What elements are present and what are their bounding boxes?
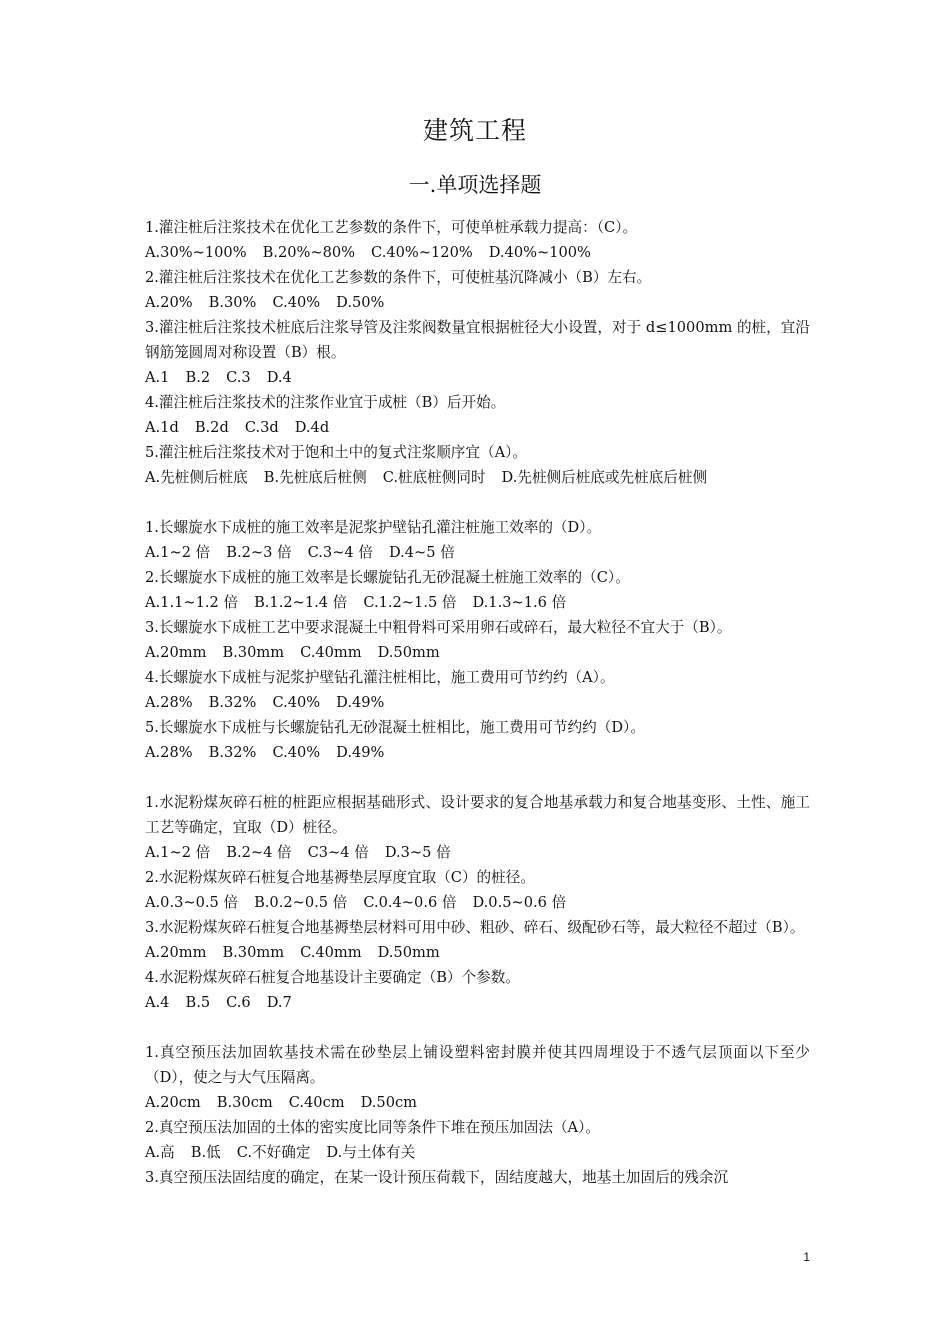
answer-option: A.20mm bbox=[145, 944, 207, 961]
answer-options bbox=[145, 640, 810, 665]
answer-option: A.先桩侧后桩底 bbox=[145, 469, 248, 486]
question-text: 4.水泥粉煤灰碎石桩复合地基设计主要确定（B）个参数。 bbox=[145, 969, 520, 986]
answer-option: D.4 bbox=[266, 369, 292, 386]
answer-option: C.1.2~1.5 倍 bbox=[363, 594, 457, 611]
group-separator bbox=[145, 490, 810, 515]
question-text: 2.长螺旋水下成桩的施工效率是长螺旋钻孔无砂混凝土桩施工效率的（C）。 bbox=[145, 569, 630, 586]
answer-option: A.0.3~0.5 倍 bbox=[145, 894, 239, 911]
answer-option: B.2~4 倍 bbox=[226, 844, 292, 861]
answer-options bbox=[145, 365, 810, 390]
question-group bbox=[145, 215, 810, 490]
answer-option: A.1~2 倍 bbox=[145, 544, 211, 561]
answer-option: A.高 bbox=[145, 1144, 175, 1161]
question-text: 4.灌注桩后注浆技术的注浆作业宜于成桩（B）后开始。 bbox=[145, 394, 506, 411]
answer-option: A.20cm bbox=[145, 1094, 201, 1111]
answer-option: D.50% bbox=[336, 294, 385, 311]
answer-option: D.1.3~1.6 倍 bbox=[472, 594, 567, 611]
answer-option: A.30%~100% bbox=[145, 244, 247, 261]
answer-option: B.先桩底后桩侧 bbox=[263, 469, 367, 486]
page-number: 1 bbox=[803, 1250, 810, 1264]
answer-option: D.40%~100% bbox=[488, 244, 591, 261]
answer-options bbox=[145, 890, 810, 915]
document-title: 建筑工程 bbox=[422, 116, 527, 145]
question-text: 4.长螺旋水下成桩与泥浆护壁钻孔灌注桩相比，施工费用可节约约（A）。 bbox=[145, 669, 615, 686]
answer-option: C.40% bbox=[272, 294, 321, 311]
answer-option: D.50mm bbox=[377, 944, 440, 961]
answer-options bbox=[145, 690, 810, 715]
answer-options bbox=[145, 940, 810, 965]
answer-option: C.40mm bbox=[300, 644, 362, 661]
answer-option: C.40% bbox=[272, 694, 321, 711]
answer-option: A.28% bbox=[145, 694, 193, 711]
answer-options bbox=[145, 540, 810, 565]
answer-option: C.40mm bbox=[300, 944, 362, 961]
answer-option: B.30mm bbox=[222, 644, 285, 661]
question-text: 2.真空预压法加固的土体的密实度比同等条件下堆在预压加固法（A）。 bbox=[145, 1119, 600, 1136]
answer-options bbox=[145, 290, 810, 315]
answer-option: D.50cm bbox=[360, 1094, 417, 1111]
answer-option: D.0.5~0.6 倍 bbox=[472, 894, 567, 911]
answer-option: C.不好确定 bbox=[236, 1144, 311, 1161]
answer-option: B.0.2~0.5 倍 bbox=[254, 894, 348, 911]
question-text: 3.灌注桩后注浆技术桩底后注浆导管及注浆阀数量宜根据桩径大小设置，对于 d≤1000mm 的桩，宜沿钢筋笼圆周对称设置（B）根。 bbox=[145, 319, 810, 361]
answer-options bbox=[145, 740, 810, 765]
question-list bbox=[145, 215, 810, 1190]
answer-options bbox=[145, 990, 810, 1015]
answer-option: C.0.4~0.6 倍 bbox=[363, 894, 457, 911]
answer-option: D.49% bbox=[336, 744, 385, 761]
question-text: 1.真空预压法加固软基技术需在砂垫层上铺设塑料密封膜并使其四周埋设于不透气层顶面以下至少（D），使之与大气压隔离。 bbox=[145, 1044, 810, 1086]
answer-option: D.与土体有关 bbox=[326, 1144, 416, 1161]
answer-option: B.1.2~1.4 倍 bbox=[254, 594, 348, 611]
answer-option: B.30cm bbox=[216, 1094, 273, 1111]
answer-option: C.40cm bbox=[288, 1094, 345, 1111]
answer-option: A.1.1~1.2 倍 bbox=[145, 594, 239, 611]
answer-options bbox=[145, 590, 810, 615]
answer-option: C.桩底桩侧同时 bbox=[382, 469, 486, 486]
answer-option: C.3d bbox=[244, 419, 279, 436]
answer-option: C.6 bbox=[226, 994, 251, 1011]
question-text: 5.长螺旋水下成桩与长螺旋钻孔无砂混凝土桩相比，施工费用可节约约（D）。 bbox=[145, 719, 645, 736]
answer-option: D.4d bbox=[294, 419, 330, 436]
group-separator bbox=[145, 765, 810, 790]
answer-option: C3~4 倍 bbox=[307, 844, 369, 861]
answer-options bbox=[145, 1090, 810, 1115]
answer-options bbox=[145, 1140, 810, 1165]
question-group bbox=[145, 1040, 810, 1190]
answer-option: A.4 bbox=[145, 994, 170, 1011]
answer-options bbox=[145, 240, 810, 265]
answer-options bbox=[145, 415, 810, 440]
answer-option: D.4~5 倍 bbox=[388, 544, 455, 561]
answer-option: C.40% bbox=[272, 744, 321, 761]
section-heading: 一.单项选择题 bbox=[408, 173, 542, 197]
question-text: 3.长螺旋水下成桩工艺中要求混凝土中粗骨料可采用卵石或碎石，最大粒径不宜大于（B）。 bbox=[145, 619, 732, 636]
answer-option: B.2d bbox=[194, 419, 229, 436]
answer-option: D.7 bbox=[266, 994, 292, 1011]
question-text: 2.水泥粉煤灰碎石桩复合地基褥垫层厚度宜取（C）的桩径。 bbox=[145, 869, 535, 886]
question-text: 1.灌注桩后注浆技术在优化工艺参数的条件下，可使单桩承载力提高：（C）。 bbox=[145, 219, 638, 236]
answer-option: C.3~4 倍 bbox=[307, 544, 373, 561]
question-text: 5.灌注桩后注浆技术对于饱和土中的复式注浆顺序宜（A）。 bbox=[145, 444, 528, 461]
answer-option: D.先桩侧后桩底或先桩底后桩侧 bbox=[501, 469, 708, 486]
answer-option: B.32% bbox=[208, 694, 257, 711]
answer-option: A.20% bbox=[145, 294, 193, 311]
answer-options bbox=[145, 465, 810, 490]
answer-option: B.低 bbox=[190, 1144, 221, 1161]
answer-option: A.1d bbox=[145, 419, 179, 436]
answer-option: D.50mm bbox=[377, 644, 440, 661]
question-text: 1.长螺旋水下成桩的施工效率是泥浆护壁钻孔灌注桩施工效率的（D）。 bbox=[145, 519, 602, 536]
group-separator bbox=[145, 1015, 810, 1040]
question-text: 3.水泥粉煤灰碎石桩复合地基褥垫层材料可用中砂、粗砂、碎石、级配砂石等，最大粒径不超过（B）。 bbox=[145, 919, 805, 936]
answer-option: B.30% bbox=[208, 294, 257, 311]
question-group bbox=[145, 790, 810, 1015]
question-text: 1.水泥粉煤灰碎石桩的桩距应根据基础形式、设计要求的复合地基承载力和复合地基变形、土性、施工工艺等确定，宜取（D）桩径。 bbox=[145, 794, 810, 836]
answer-option: A.1~2 倍 bbox=[145, 844, 211, 861]
answer-option: B.5 bbox=[185, 994, 211, 1011]
answer-option: B.2~3 倍 bbox=[226, 544, 292, 561]
answer-option: C.3 bbox=[226, 369, 251, 386]
answer-option: C.40%~120% bbox=[371, 244, 473, 261]
answer-option: B.32% bbox=[208, 744, 257, 761]
answer-option: D.3~5 倍 bbox=[384, 844, 451, 861]
question-group bbox=[145, 515, 810, 765]
answer-option: B.30mm bbox=[222, 944, 285, 961]
answer-option: A.1 bbox=[145, 369, 170, 386]
question-text: 2.灌注桩后注浆技术在优化工艺参数的条件下，可使桩基沉降减小（B）左右。 bbox=[145, 269, 652, 286]
answer-option: B.2 bbox=[185, 369, 211, 386]
answer-options bbox=[145, 840, 810, 865]
question-text: 3.真空预压法固结度的确定，在某一设计预压荷载下，固结度越大，地基土加固后的残余沉 bbox=[145, 1169, 729, 1186]
answer-option: A.28% bbox=[145, 744, 193, 761]
answer-option: A.20mm bbox=[145, 644, 207, 661]
answer-option: B.20%~80% bbox=[262, 244, 356, 261]
answer-option: D.49% bbox=[336, 694, 385, 711]
